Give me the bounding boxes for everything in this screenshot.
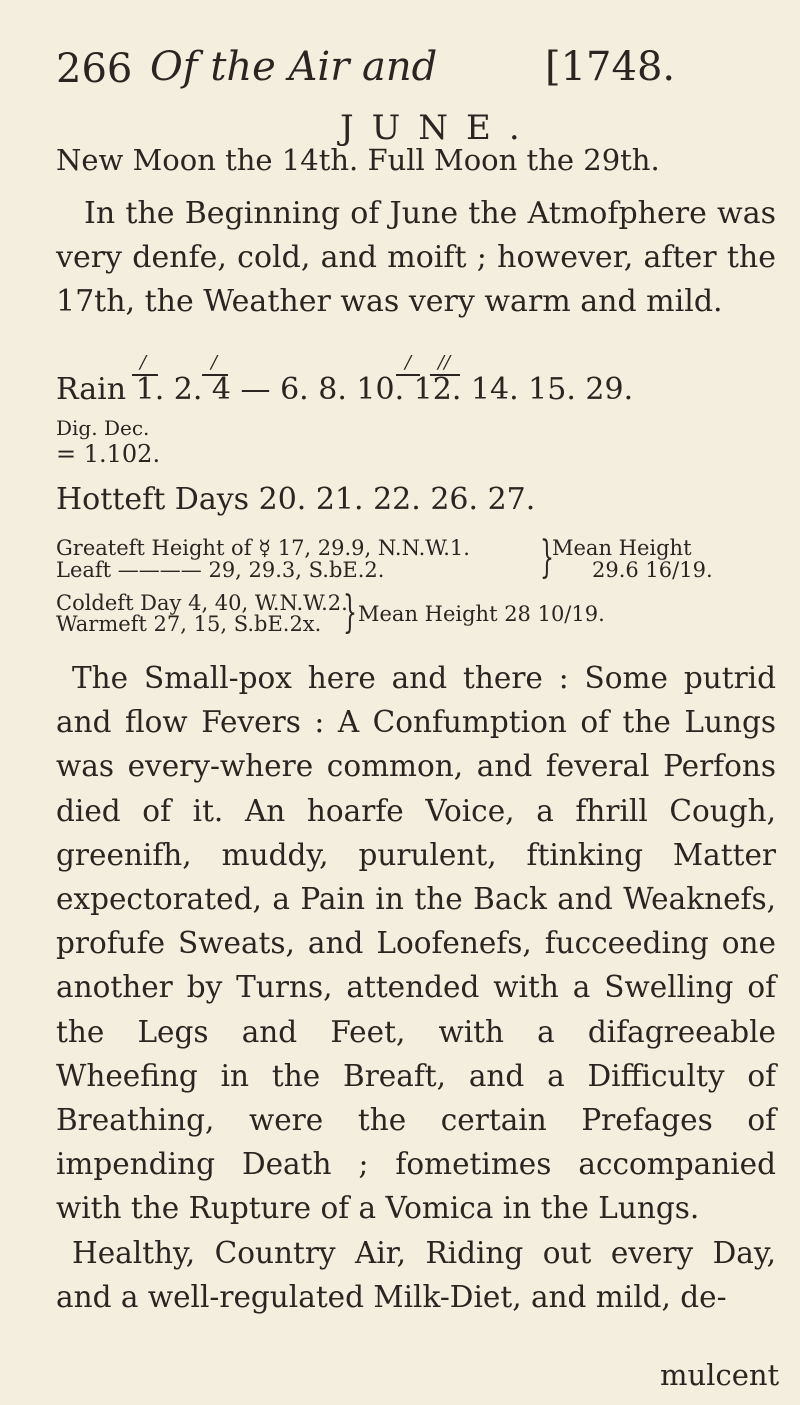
hottest-days: Hotteft Days 20. 21. 22. 26. 27.: [56, 482, 536, 517]
warmest-day-row: Warmeft 27, 15, S.bE.2x.: [56, 612, 322, 636]
intro-text: In the Beginning of June the Atmofphere was very denfe, cold, and moift ; however, after the 17th, the Weather was very warm and mild.: [56, 196, 776, 319]
rain-mark: //: [438, 352, 451, 373]
dig-dec-value: = 1.102.: [56, 440, 161, 468]
catchword: mulcent: [660, 1358, 780, 1392]
coldest-day-row: Coldeft Day 4, 40, W.N.W.2.: [56, 591, 348, 615]
moon-phases: New Moon the 14th. Full Moon the 29th.: [56, 143, 660, 177]
year-heading: [1748.: [545, 44, 676, 90]
mean-height-temp: Mean Height 28 10/19.: [358, 602, 605, 626]
page-number: 266: [56, 46, 133, 92]
body-paragraph: The Small-pox here and there : Some putrid and flow Fevers : A Confumption of the Lungs was every-where common, and feveral Perfons died of it. An hoarfe Voice, a fhrill Cough, greenifh, muddy, purulent, ftinking Matter expectorated, a Pain in the Back and Weaknefs, profufe Sweats, and Loofenefs, fucceeding one another by Turns, attended with a Swelling of the Legs and Feet, with a difagreeable Wheefing in the Breaft, and a Difficulty of Breathing, were the certain Prefages of impending Death ; fometimes accompanied with the Rupture of a Vomica in the Lungs.: [56, 661, 776, 1226]
least-height-row: Leaft ———— 29, 29.3, S.bE.2.: [56, 558, 385, 582]
month-heading: JUNE.: [340, 108, 538, 148]
rain-mark: /: [211, 352, 218, 373]
greatest-height-row: Greateft Height of ☿ 17, 29.9, N.N.W.1.: [56, 536, 470, 560]
dig-dec-label: Dig. Dec.: [56, 416, 150, 440]
mean-height-label: Mean Height: [552, 536, 692, 560]
rain-mark: /: [405, 352, 412, 373]
brace: }: [540, 532, 554, 583]
mean-height-value: 29.6 16/19.: [592, 558, 713, 582]
rain-mark: /: [140, 352, 147, 373]
intro-paragraph: [56, 192, 776, 324]
running-title: Of the Air and: [150, 44, 438, 90]
rain-days: Rain 1. 2. 4 — 6. 8. 10. 12. 14. 15. 29.: [56, 372, 634, 407]
body-paragraph: Healthy, Country Air, Riding out every Day, and a well-regulated Milk-Diet, and mild, de-: [56, 1235, 776, 1314]
brace: }: [343, 587, 357, 638]
body-paragraphs: [56, 656, 776, 1319]
